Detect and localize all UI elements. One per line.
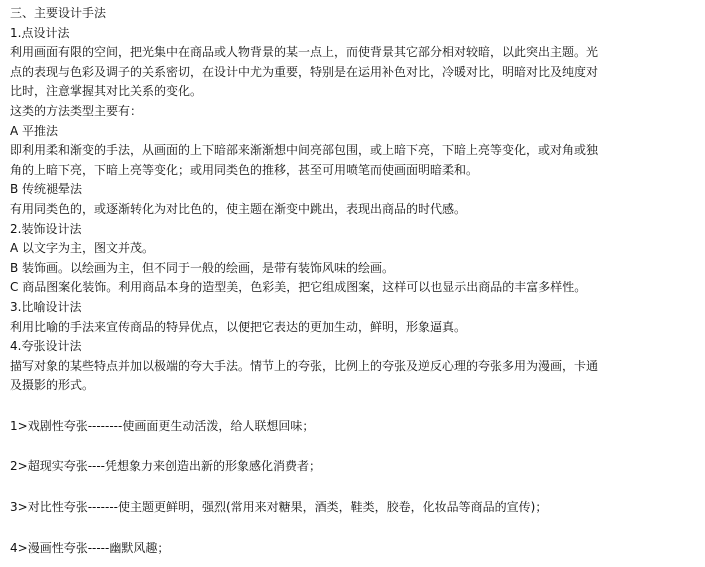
- point-design-desc-line: 点的表现与色彩及调子的关系密切，在设计中尤为重要，特别是在运用补色对比，冷暖对比，明暗对比及纯度对: [10, 64, 599, 79]
- exaggeration-item: 2>超现实夸张----凭想象力来创造出新的形象感化消费者；: [10, 459, 322, 474]
- type-a-title: A 平推法: [10, 123, 59, 138]
- point-design-heading: 1.点设计法: [10, 25, 70, 40]
- exaggeration-item: 4>漫画性夸张-----幽默风趣；: [10, 540, 170, 555]
- decor-item-b: B 装饰画。以绘画为主，但不同于一般的绘画，是带有装饰风味的绘画。: [10, 260, 395, 275]
- exaggeration-item: 3>对比性夸张-------使主题更鲜明，强烈(常用来对糖果，酒类，鞋类，胶卷，化妆品等商品的宣传)；: [10, 500, 548, 515]
- exaggeration-desc-line: 及摄影的形式。: [10, 378, 95, 393]
- blank-line: [10, 477, 695, 498]
- section-heading: 三、主要设计手法: [10, 6, 107, 20]
- type-a-line: 角的上暗下亮，下暗上亮等变化；或用同类色的推移，甚至可用喷笔而使画面明暗柔和。: [10, 162, 479, 177]
- exaggeration-item: 1>戏剧性夸张--------使画面更生动活泼，给人联想回味；: [10, 418, 315, 433]
- blank-line: [10, 436, 695, 457]
- blank-line: [10, 396, 695, 417]
- point-design-desc-line: 利用画面有限的空间，把光集中在商品或人物背景的某一点上，而使背景其它部分相对较暗，以此突出主题。光: [10, 45, 599, 60]
- exaggeration-desc-line: 描写对象的某些特点并加以极端的夸大手法。情节上的夸张，比例上的夸张及逆反心理的夸张多用为漫画，卡通: [10, 358, 599, 373]
- exaggeration-design-heading: 4.夸张设计法: [10, 339, 82, 354]
- decor-item-c: C 商品图案化装饰。利用商品本身的造型美，色彩美，把它组成图案，这样可以也显示出商品的丰富多样性。: [10, 280, 587, 295]
- metaphor-design-line: 利用比喻的手法来宣传商品的特异优点，以便把它表达的更加生动，鲜明，形象逼真。: [10, 319, 467, 334]
- types-intro: 这类的方法类型主要有：: [10, 103, 143, 118]
- type-b-title: B 传统褪晕法: [10, 182, 83, 197]
- decor-item-a: A 以文字为主，图文并茂。: [10, 241, 155, 256]
- type-a-line: 即利用柔和渐变的手法，从画面的上下暗部来渐渐想中间亮部包围，或上暗下亮，下暗上亮等变化，或对角或独: [10, 143, 599, 158]
- type-b-line: 有用同类色的，或逐渐转化为对比色的，使主题在渐变中跳出，表现出商品的时代感。: [10, 201, 467, 216]
- point-design-desc-line: 比时，注意掌握其对比关系的变化。: [10, 84, 203, 99]
- metaphor-design-heading: 3.比喻设计法: [10, 299, 82, 314]
- decor-design-heading: 2.装饰设计法: [10, 221, 82, 236]
- blank-line: [10, 518, 695, 539]
